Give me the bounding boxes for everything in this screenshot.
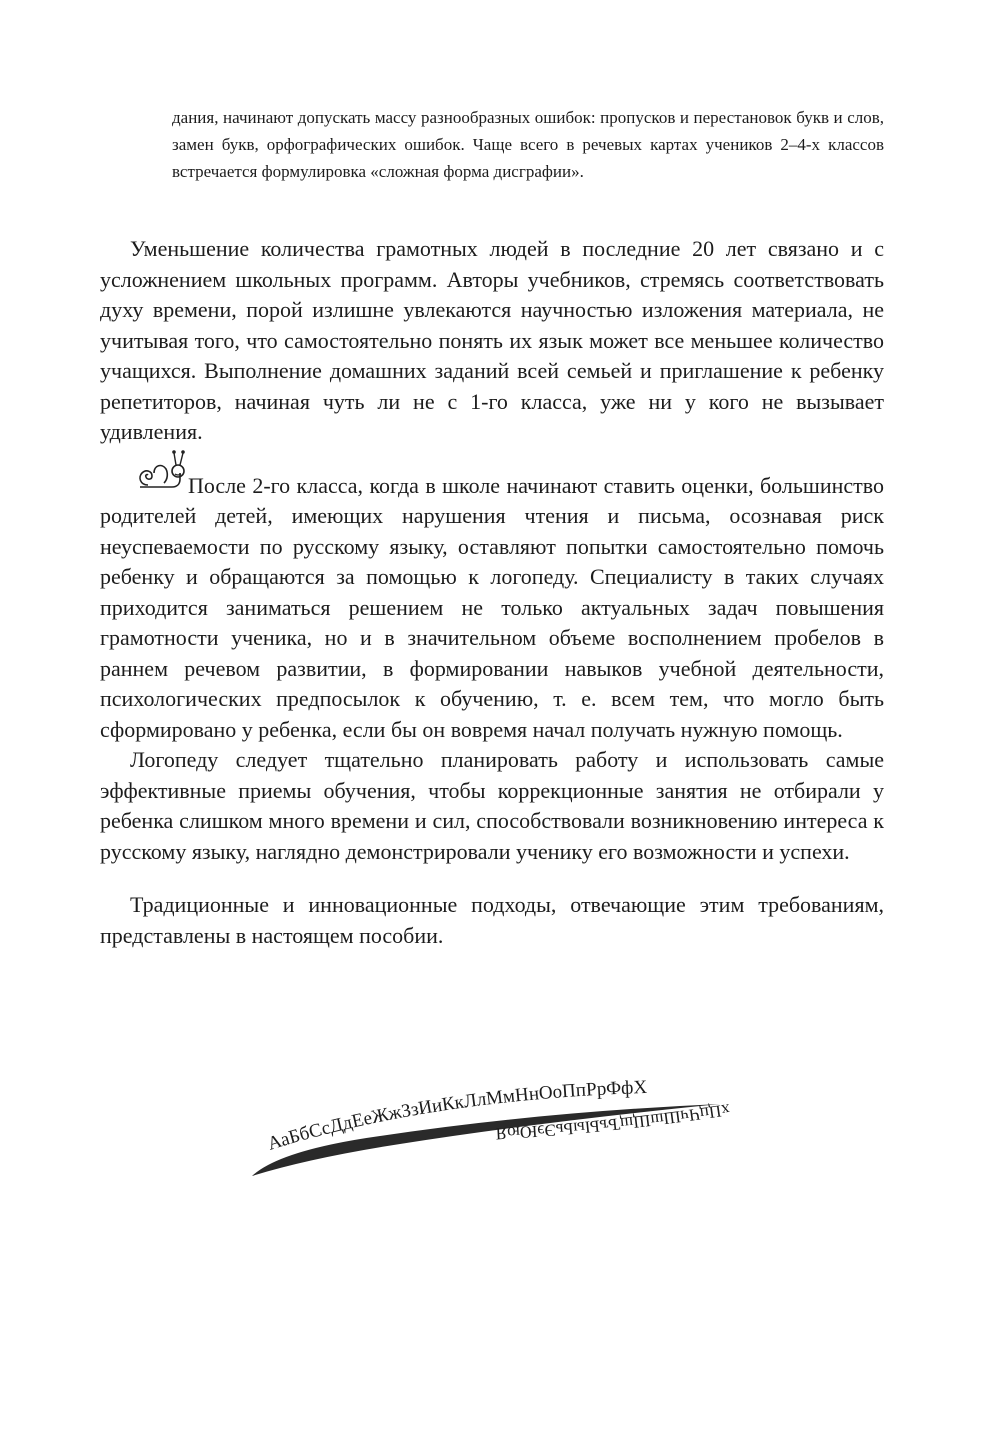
paragraph-2-text: После 2-го класса, когда в школе начинают ставить оценки, большинство родителей детей, имеющих нарушения чтения и письма, осознавая риск неуспеваемости по русскому языку, оставляют попытки самостоятельно помочь ребенку и обращаются за помощью к логопеду. Специалисту в таких случаях приходится заниматься решением не только актуальных задач повышения грамотности ученика, но и в значительном объеме восполнением пробелов в раннем речевом развитии, в формировании навыков учебной деятельности, психологических предпосылок к обучению, т. е. всем тем, что могло быть сформировано у ребенка, если бы он вовремя начал получать нужную помощь. bbox=[100, 472, 884, 742]
paragraph-2 bbox=[100, 471, 884, 746]
main-text bbox=[100, 234, 884, 951]
alphabet-ribbon bbox=[240, 1070, 760, 1190]
alphabet-lower: хЦцЧчШшЩщЪъЫыЬьЭэЮюЯ bbox=[495, 1100, 732, 1144]
excerpt-block bbox=[172, 104, 884, 185]
paragraph-4: Традиционные и инновационные подходы, отвечающие этим требованиям, представлены в настоящем пособии. bbox=[100, 892, 884, 948]
alphabet-upper: АаБбСсДдЕеЖжЗзИиКкЛлМмНнОоПпРрФфХ bbox=[265, 1076, 648, 1155]
excerpt-text: дания, начинают допускать массу разнообразных ошибок: пропусков и перестановок букв и слов, замен букв, орфографических ошибок. Чаще всего в речевых картах учеников 2–4-х классов встречается формулировка «сложная форма дисграфии». bbox=[172, 108, 884, 181]
paragraph-3: Логопеду следует тщательно планировать работу и использовать самые эффективные приемы обучения, чтобы коррекционные занятия не отбирали у ребенка слишком много времени и сил, способствовали возникновению интереса к русскому языку, наглядно демонстрировали ученику его возможности и успехи. bbox=[100, 747, 884, 864]
paragraph-1: Уменьшение количества грамотных людей в последние 20 лет связано и с усложнением школьных программ. Авторы учебников, стремясь соответствовать духу времени, порой излишне увлекаются научностью изложения материала, не учитывая того, что самостоятельно понять их язык может все меньшее количество учащихся. Выполнение домашних заданий всей семьей и приглашение к ребенку репетиторов, начиная чуть ли не с 1-го класса, уже ни у кого не вызывает удивления. bbox=[100, 236, 884, 444]
snail-icon bbox=[132, 447, 188, 503]
